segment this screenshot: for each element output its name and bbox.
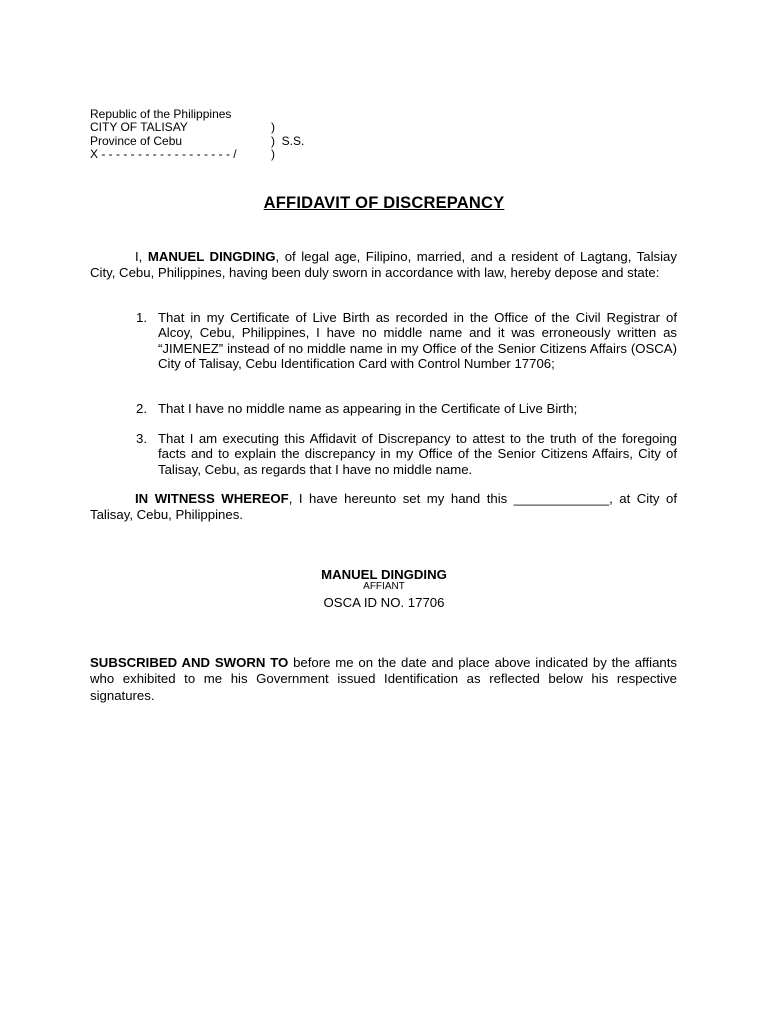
jurat-lead: SUBSCRIBED AND SWORN TO	[90, 655, 289, 670]
signatory-name: MANUEL DINGDING	[321, 567, 447, 582]
list-item	[136, 401, 677, 416]
list-item-number: 2.	[136, 401, 147, 416]
list-item-text: That in my Certificate of Live Birth as recorded in the Office of the Civil Registrar of Alcoy, Cebu, Philippines, I have no middle name and it was erroneously written as “JIMENEZ” instead of no middle name in my Office of the Senior Citizens Affairs (OSCA) City of Talisay, Cebu Identification Card with Control Number 17706;	[158, 310, 677, 372]
jurat-text: before me on the date and place above indicated by the affiants who exhibited to me his Government issued Identification as reflected below his respective signatures.	[90, 655, 678, 703]
list-item	[136, 310, 677, 372]
venue-block	[90, 94, 305, 162]
document-title: AFFIDAVIT OF DISCREPANCY	[263, 194, 505, 212]
venue-left-text: Province of Cebu	[90, 133, 183, 148]
venue-left-text: CITY OF TALISAY	[90, 120, 188, 135]
venue-right-text: )	[271, 147, 275, 162]
intro-prefix: I,	[135, 249, 148, 264]
list-item-text: That I have no middle name as appearing in the Certificate of Live Birth;	[158, 401, 578, 416]
signatory-id: OSCA ID NO. 17706	[323, 595, 445, 610]
witness-text: , I have hereunto set my hand this _____________, at City of Talisay, Cebu, Philippines.	[90, 491, 677, 523]
jurat-paragraph	[90, 655, 677, 704]
venue-right-text: ) S.S.	[271, 133, 305, 148]
intro-text: , of legal age, Filipino, married, and a resident of Lagtang, Talsiay City, Cebu, Philippines, having been duly sworn in accordance with law, hereby depose and state:	[90, 249, 677, 281]
list-item-number: 3.	[136, 431, 147, 446]
affiant-name: MANUEL DINGDING	[147, 249, 276, 264]
list-item	[136, 431, 677, 477]
list-item-text: That I am executing this Affidavit of Discrepancy to attest to the truth of the foregoing facts and to explain the discrepancy in my Office of the Senior Citizens Affairs, City of Talisay, Cebu, as regards that I have no middle name.	[158, 431, 677, 477]
witness-lead: IN WITNESS WHEREOF	[135, 491, 289, 506]
witness-paragraph	[90, 491, 677, 524]
venue-right-text: )	[271, 120, 275, 135]
list-item-number: 1.	[136, 310, 147, 325]
intro-paragraph	[90, 249, 677, 282]
signatory-role: AFFIANT	[363, 581, 405, 592]
venue-left-text: X - - - - - - - - - - - - - - - - - - /	[90, 147, 237, 162]
venue-left-text: Republic of the Philippines	[90, 106, 232, 121]
